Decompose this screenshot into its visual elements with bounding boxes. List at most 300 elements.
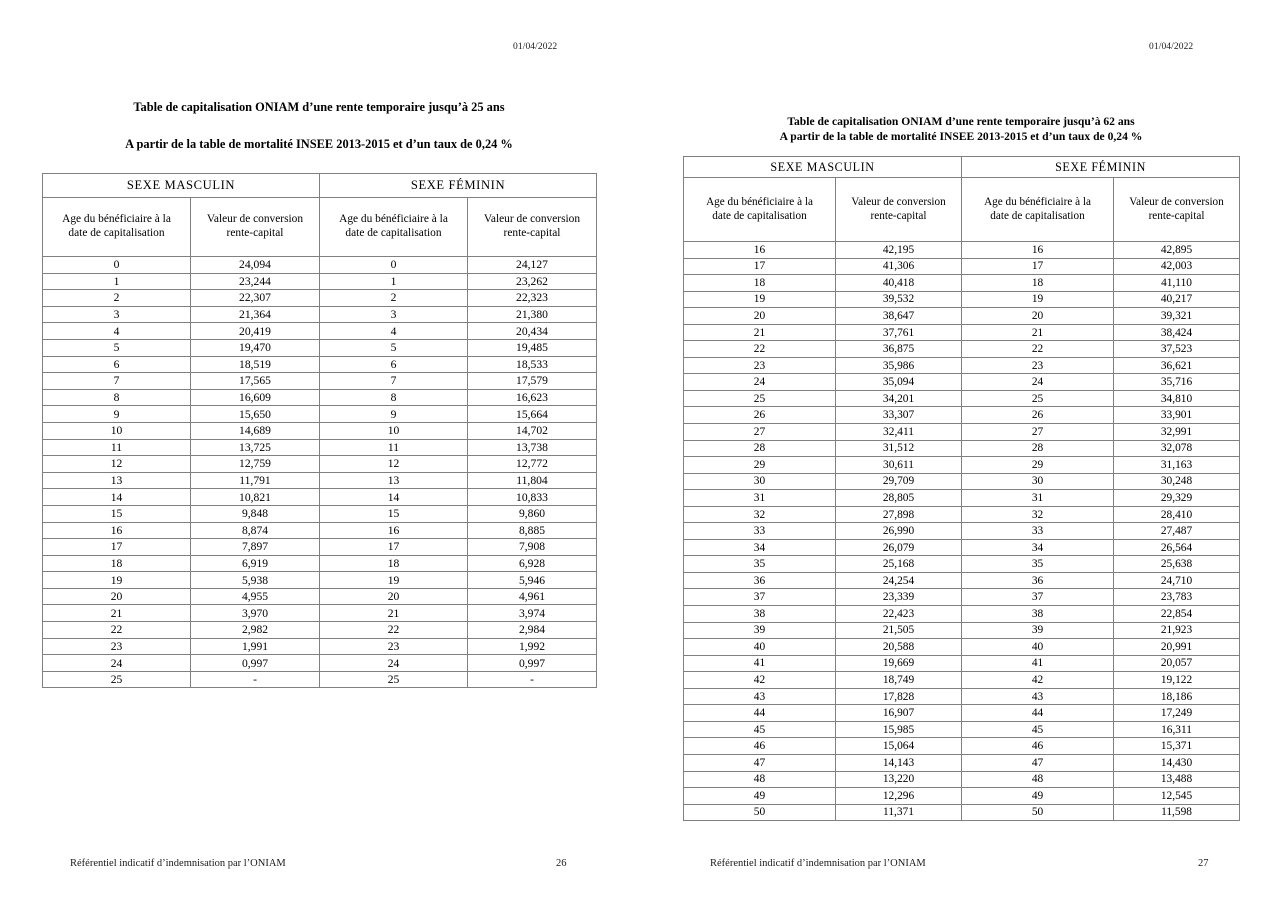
cell-value-masculin: 0,997 (191, 655, 320, 672)
cell-age-feminin: 21 (320, 605, 468, 622)
cell-age-feminin: 30 (962, 473, 1114, 490)
column-header-line: rente-capital (870, 209, 927, 222)
table-row (43, 389, 597, 406)
table-body (43, 257, 597, 688)
cell-age-masculin: 45 (684, 721, 836, 738)
cell-age-feminin: 44 (962, 705, 1114, 722)
cell-value-masculin: 11,371 (836, 804, 962, 821)
cell-value-masculin: 3,970 (191, 605, 320, 622)
cell-value-masculin: 16,907 (836, 705, 962, 722)
cell-value-feminin: 25,638 (1114, 556, 1240, 573)
cell-age-masculin: 40 (684, 639, 836, 656)
cell-value-masculin: 20,419 (191, 323, 320, 340)
cell-age-masculin: 42 (684, 672, 836, 689)
cell-value-masculin: 19,669 (836, 655, 962, 672)
cell-age-masculin: 17 (43, 539, 191, 556)
group-header-feminin: SEXE FÉMININ (320, 174, 597, 198)
cell-value-feminin: 30,248 (1114, 473, 1240, 490)
cell-age-feminin: 18 (962, 275, 1114, 292)
cell-age-masculin: 43 (684, 688, 836, 705)
table-row (43, 638, 597, 655)
table-row (684, 473, 1240, 490)
cell-age-feminin: 25 (320, 671, 468, 688)
cell-value-feminin: 14,430 (1114, 754, 1240, 771)
footer-text-right-page: Référentiel indicatif d’indemnisation par l’ONIAM (710, 858, 926, 869)
column-header-line: rente-capital (503, 227, 561, 239)
cell-age-feminin: 16 (962, 242, 1114, 259)
cell-age-feminin: 17 (320, 539, 468, 556)
cell-age-masculin: 23 (43, 638, 191, 655)
table-row (43, 522, 597, 539)
cell-value-feminin: 38,424 (1114, 324, 1240, 341)
cell-age-feminin: 24 (320, 655, 468, 672)
right-table-title-line-1: Table de capitalisation ONIAM d’une rente temporaire jusqu’à 62 ans (787, 115, 1135, 128)
cell-age-feminin: 40 (962, 639, 1114, 656)
cell-age-masculin: 18 (684, 275, 836, 292)
cell-age-feminin: 6 (320, 356, 468, 373)
column-header-line: rente-capital (1148, 209, 1205, 222)
cell-value-masculin: 15,650 (191, 406, 320, 423)
cell-age-masculin: 12 (43, 456, 191, 473)
cell-age-feminin: 20 (320, 588, 468, 605)
cell-value-masculin: 18,519 (191, 356, 320, 373)
column-header-line: Age du bénéficiaire à la (984, 195, 1091, 208)
column-header-line: date de capitalisation (990, 209, 1085, 222)
table-row (684, 424, 1240, 441)
table-row (43, 257, 597, 274)
cell-value-feminin: 21,923 (1114, 622, 1240, 639)
cell-value-feminin: 11,804 (468, 472, 597, 489)
cell-value-feminin: 20,991 (1114, 639, 1240, 656)
cell-value-masculin: 22,423 (836, 606, 962, 623)
table-row (43, 339, 597, 356)
cell-age-masculin: 36 (684, 572, 836, 589)
cell-value-masculin: 24,094 (191, 257, 320, 274)
cell-value-feminin: 22,854 (1114, 606, 1240, 623)
table-row (684, 622, 1240, 639)
column-header-value-feminin (468, 198, 597, 257)
table-row (684, 672, 1240, 689)
cell-age-masculin: 24 (684, 374, 836, 391)
cell-value-feminin: 13,738 (468, 439, 597, 456)
cell-value-masculin: 23,244 (191, 273, 320, 290)
cell-age-feminin: 35 (962, 556, 1114, 573)
cell-age-feminin: 32 (962, 506, 1114, 523)
cell-value-feminin: 32,991 (1114, 424, 1240, 441)
table-row (43, 273, 597, 290)
cell-age-masculin: 31 (684, 490, 836, 507)
column-header-age-masculin (684, 178, 836, 242)
cell-value-feminin: 10,833 (468, 489, 597, 506)
column-header-value-feminin (1114, 178, 1240, 242)
cell-value-feminin: 40,217 (1114, 291, 1240, 308)
cell-value-feminin: 13,488 (1114, 771, 1240, 788)
table-row (43, 439, 597, 456)
table-row (684, 639, 1240, 656)
cell-value-masculin: 13,220 (836, 771, 962, 788)
table-row (43, 356, 597, 373)
cell-value-feminin: 31,163 (1114, 457, 1240, 474)
table-row (43, 605, 597, 622)
table-row (684, 490, 1240, 507)
left-table-title-line-1: Table de capitalisation ONIAM d’une rente temporaire jusqu’à 25 ans (133, 100, 505, 114)
cell-age-feminin: 43 (962, 688, 1114, 705)
cell-value-feminin: 34,810 (1114, 390, 1240, 407)
column-header-line: date de capitalisation (68, 227, 165, 239)
cell-age-feminin: 11 (320, 439, 468, 456)
cell-value-masculin: 19,470 (191, 339, 320, 356)
cell-value-masculin: 24,254 (836, 572, 962, 589)
cell-value-feminin: 2,984 (468, 622, 597, 639)
table-row (43, 539, 597, 556)
cell-age-masculin: 39 (684, 622, 836, 639)
table-row (43, 505, 597, 522)
left-page-content (42, 100, 596, 688)
table-row (684, 721, 1240, 738)
cell-age-masculin: 30 (684, 473, 836, 490)
cell-age-feminin: 1 (320, 273, 468, 290)
cell-value-feminin: 16,623 (468, 389, 597, 406)
cell-age-masculin: 35 (684, 556, 836, 573)
cell-value-masculin: 4,955 (191, 588, 320, 605)
cell-value-masculin: 42,195 (836, 242, 962, 259)
left-table-subtitle-line-2: A partir de la table de mortalité INSEE 2013-2015 et d’un taux de 0,24 % (125, 137, 513, 151)
cell-value-masculin: 37,761 (836, 324, 962, 341)
table-row (684, 738, 1240, 755)
right-table-subtitle-line-2: A partir de la table de mortalité INSEE 2013-2015 et d’un taux de 0,24 % (779, 130, 1143, 143)
cell-value-masculin: 29,709 (836, 473, 962, 490)
table-row (43, 323, 597, 340)
cell-age-masculin: 16 (43, 522, 191, 539)
cell-age-feminin: 13 (320, 472, 468, 489)
footer-page-number-right: 27 (1198, 858, 1209, 869)
cell-value-feminin: 18,186 (1114, 688, 1240, 705)
column-header-row (43, 198, 597, 257)
cell-age-feminin: 24 (962, 374, 1114, 391)
table-row (684, 655, 1240, 672)
cell-value-feminin: 20,057 (1114, 655, 1240, 672)
table-row (43, 373, 597, 390)
table-row (684, 374, 1240, 391)
table-row (684, 589, 1240, 606)
cell-age-masculin: 24 (43, 655, 191, 672)
group-header-masculin: SEXE MASCULIN (684, 157, 962, 178)
cell-age-masculin: 20 (43, 588, 191, 605)
cell-value-masculin: 13,725 (191, 439, 320, 456)
column-header-line: Valeur de conversion (206, 213, 304, 226)
cell-age-masculin: 19 (43, 572, 191, 589)
cell-value-feminin: 37,523 (1114, 341, 1240, 358)
cell-age-masculin: 4 (43, 323, 191, 340)
column-header-line: Valeur de conversion (851, 195, 946, 208)
cell-age-masculin: 41 (684, 655, 836, 672)
cell-value-feminin: 7,908 (468, 539, 597, 556)
cell-age-feminin: 34 (962, 539, 1114, 556)
cell-value-masculin: 12,296 (836, 788, 962, 805)
cell-age-feminin: 36 (962, 572, 1114, 589)
cell-value-feminin: 23,783 (1114, 589, 1240, 606)
cell-value-feminin: 23,262 (468, 273, 597, 290)
column-header-line: date de capitalisation (712, 209, 807, 222)
cell-value-feminin: 1,992 (468, 638, 597, 655)
cell-age-masculin: 5 (43, 339, 191, 356)
cell-value-feminin: 36,621 (1114, 357, 1240, 374)
cell-value-feminin: 3,974 (468, 605, 597, 622)
table-row (43, 588, 597, 605)
cell-value-masculin: 39,532 (836, 291, 962, 308)
table-row (684, 457, 1240, 474)
cell-age-masculin: 32 (684, 506, 836, 523)
cell-value-feminin: 6,928 (468, 555, 597, 572)
cell-age-masculin: 8 (43, 389, 191, 406)
cell-age-masculin: 28 (684, 440, 836, 457)
table-row (684, 523, 1240, 540)
table-row (684, 258, 1240, 275)
table-row (684, 539, 1240, 556)
cell-age-feminin: 19 (962, 291, 1114, 308)
cell-value-masculin: 34,201 (836, 390, 962, 407)
column-header-line: Valeur de conversion (1129, 195, 1224, 208)
cell-value-masculin: 41,306 (836, 258, 962, 275)
cell-value-masculin: 31,512 (836, 440, 962, 457)
cell-value-feminin: 32,078 (1114, 440, 1240, 457)
cell-age-masculin: 25 (684, 390, 836, 407)
cell-age-feminin: 21 (962, 324, 1114, 341)
table-row (684, 506, 1240, 523)
capitalisation-table-62-years (683, 156, 1240, 821)
cell-age-feminin: 10 (320, 422, 468, 439)
cell-value-masculin: 6,919 (191, 555, 320, 572)
table-body (684, 242, 1240, 821)
cell-value-feminin: 12,772 (468, 456, 597, 473)
cell-age-masculin: 20 (684, 308, 836, 325)
group-header-feminin: SEXE FÉMININ (962, 157, 1240, 178)
header-date-right-page: 01/04/2022 (1149, 42, 1194, 52)
cell-value-masculin: 28,805 (836, 490, 962, 507)
table-row (684, 572, 1240, 589)
cell-value-masculin: 38,647 (836, 308, 962, 325)
cell-age-feminin: 2 (320, 290, 468, 307)
cell-age-feminin: 27 (962, 424, 1114, 441)
column-header-value-masculin (191, 198, 320, 257)
cell-value-feminin: 20,434 (468, 323, 597, 340)
cell-value-feminin: 41,110 (1114, 275, 1240, 292)
cell-age-masculin: 26 (684, 407, 836, 424)
cell-value-feminin: 24,710 (1114, 572, 1240, 589)
table-row (684, 606, 1240, 623)
cell-age-feminin: 23 (320, 638, 468, 655)
cell-age-feminin: 46 (962, 738, 1114, 755)
cell-value-masculin: 27,898 (836, 506, 962, 523)
cell-value-masculin: 20,588 (836, 639, 962, 656)
cell-age-masculin: 21 (684, 324, 836, 341)
cell-age-masculin: 21 (43, 605, 191, 622)
cell-age-masculin: 23 (684, 357, 836, 374)
table-row (684, 688, 1240, 705)
group-header-row (684, 157, 1240, 178)
cell-age-masculin: 37 (684, 589, 836, 606)
cell-age-feminin: 23 (962, 357, 1114, 374)
cell-value-feminin: 0,997 (468, 655, 597, 672)
cell-value-feminin: 27,487 (1114, 523, 1240, 540)
cell-age-feminin: 26 (962, 407, 1114, 424)
cell-age-feminin: 25 (962, 390, 1114, 407)
cell-age-feminin: 17 (962, 258, 1114, 275)
cell-age-feminin: 7 (320, 373, 468, 390)
cell-value-feminin: 12,545 (1114, 788, 1240, 805)
cell-value-masculin: 36,875 (836, 341, 962, 358)
cell-age-masculin: 6 (43, 356, 191, 373)
cell-value-masculin: 33,307 (836, 407, 962, 424)
cell-value-masculin: 32,411 (836, 424, 962, 441)
cell-age-masculin: 16 (684, 242, 836, 259)
table-row (43, 456, 597, 473)
cell-age-masculin: 13 (43, 472, 191, 489)
cell-value-feminin: 29,329 (1114, 490, 1240, 507)
table-row (684, 291, 1240, 308)
table-row (43, 671, 597, 688)
cell-value-masculin: 11,791 (191, 472, 320, 489)
cell-age-masculin: 19 (684, 291, 836, 308)
table-row (43, 472, 597, 489)
cell-value-feminin: 15,371 (1114, 738, 1240, 755)
cell-value-masculin: 2,982 (191, 622, 320, 639)
cell-value-masculin: 21,364 (191, 306, 320, 323)
table-row (684, 440, 1240, 457)
column-header-age-feminin (320, 198, 468, 257)
cell-age-feminin: 0 (320, 257, 468, 274)
cell-value-masculin: 7,897 (191, 539, 320, 556)
table-row (684, 324, 1240, 341)
table-row (43, 655, 597, 672)
column-header-line: rente-capital (226, 227, 284, 239)
cell-value-feminin: 4,961 (468, 588, 597, 605)
table-row (43, 622, 597, 639)
group-header-row (43, 174, 597, 198)
cell-age-feminin: 29 (962, 457, 1114, 474)
table-row (684, 275, 1240, 292)
column-header-row (684, 178, 1240, 242)
capitalisation-table-25-years (42, 173, 597, 688)
cell-age-feminin: 33 (962, 523, 1114, 540)
table-row (684, 242, 1240, 259)
cell-age-feminin: 22 (320, 622, 468, 639)
cell-age-masculin: 49 (684, 788, 836, 805)
cell-value-masculin: 12,759 (191, 456, 320, 473)
table-row (43, 290, 597, 307)
table-row (43, 406, 597, 423)
cell-value-feminin: 19,122 (1114, 672, 1240, 689)
cell-value-masculin: 5,938 (191, 572, 320, 589)
cell-age-masculin: 44 (684, 705, 836, 722)
table-row (684, 788, 1240, 805)
table-row (684, 556, 1240, 573)
column-header-line: date de capitalisation (345, 227, 442, 239)
cell-age-feminin: 3 (320, 306, 468, 323)
cell-value-feminin: 35,716 (1114, 374, 1240, 391)
cell-value-masculin: 8,874 (191, 522, 320, 539)
cell-age-masculin: 0 (43, 257, 191, 274)
table-row (684, 357, 1240, 374)
cell-value-masculin: 1,991 (191, 638, 320, 655)
cell-value-feminin: 18,533 (468, 356, 597, 373)
cell-value-feminin: - (468, 671, 597, 688)
footer-text-left-page: Référentiel indicatif d’indemnisation par l’ONIAM (70, 858, 286, 869)
cell-age-feminin: 49 (962, 788, 1114, 805)
cell-value-masculin: 23,339 (836, 589, 962, 606)
cell-value-feminin: 15,664 (468, 406, 597, 423)
cell-value-masculin: 26,079 (836, 539, 962, 556)
column-header-age-feminin (962, 178, 1114, 242)
right-page-content (683, 115, 1239, 821)
cell-value-feminin: 33,901 (1114, 407, 1240, 424)
cell-age-feminin: 14 (320, 489, 468, 506)
cell-value-masculin: 22,307 (191, 290, 320, 307)
cell-value-masculin: 18,749 (836, 672, 962, 689)
cell-age-feminin: 41 (962, 655, 1114, 672)
cell-value-feminin: 8,885 (468, 522, 597, 539)
cell-value-masculin: 21,505 (836, 622, 962, 639)
table-row (684, 390, 1240, 407)
cell-age-masculin: 25 (43, 671, 191, 688)
table-row (684, 407, 1240, 424)
cell-age-feminin: 16 (320, 522, 468, 539)
cell-age-feminin: 42 (962, 672, 1114, 689)
cell-value-feminin: 16,311 (1114, 721, 1240, 738)
cell-age-masculin: 18 (43, 555, 191, 572)
cell-age-masculin: 10 (43, 422, 191, 439)
cell-value-feminin: 21,380 (468, 306, 597, 323)
table-row (684, 705, 1240, 722)
column-header-line: Age du bénéficiaire à la (62, 213, 171, 226)
cell-value-feminin: 9,860 (468, 505, 597, 522)
cell-value-masculin: 14,143 (836, 754, 962, 771)
table-row (684, 771, 1240, 788)
cell-age-feminin: 45 (962, 721, 1114, 738)
footer-page-number-left: 26 (556, 858, 567, 869)
cell-value-masculin: 16,609 (191, 389, 320, 406)
table-row (684, 341, 1240, 358)
cell-value-feminin: 39,321 (1114, 308, 1240, 325)
cell-value-feminin: 26,564 (1114, 539, 1240, 556)
cell-age-feminin: 5 (320, 339, 468, 356)
cell-value-feminin: 14,702 (468, 422, 597, 439)
cell-age-feminin: 48 (962, 771, 1114, 788)
cell-age-masculin: 22 (684, 341, 836, 358)
cell-age-feminin: 8 (320, 389, 468, 406)
cell-age-feminin: 9 (320, 406, 468, 423)
cell-value-masculin: 14,689 (191, 422, 320, 439)
table-row (43, 489, 597, 506)
cell-value-masculin: 10,821 (191, 489, 320, 506)
cell-age-masculin: 17 (684, 258, 836, 275)
cell-age-masculin: 48 (684, 771, 836, 788)
table-row (43, 555, 597, 572)
cell-value-masculin: 35,986 (836, 357, 962, 374)
cell-value-masculin: 17,828 (836, 688, 962, 705)
cell-value-masculin: 17,565 (191, 373, 320, 390)
cell-value-masculin: 25,168 (836, 556, 962, 573)
cell-value-feminin: 17,579 (468, 373, 597, 390)
group-header-masculin: SEXE MASCULIN (43, 174, 320, 198)
cell-age-masculin: 50 (684, 804, 836, 821)
table-row (43, 306, 597, 323)
cell-age-masculin: 14 (43, 489, 191, 506)
cell-age-masculin: 2 (43, 290, 191, 307)
cell-value-feminin: 17,249 (1114, 705, 1240, 722)
table-row (43, 572, 597, 589)
cell-age-masculin: 15 (43, 505, 191, 522)
